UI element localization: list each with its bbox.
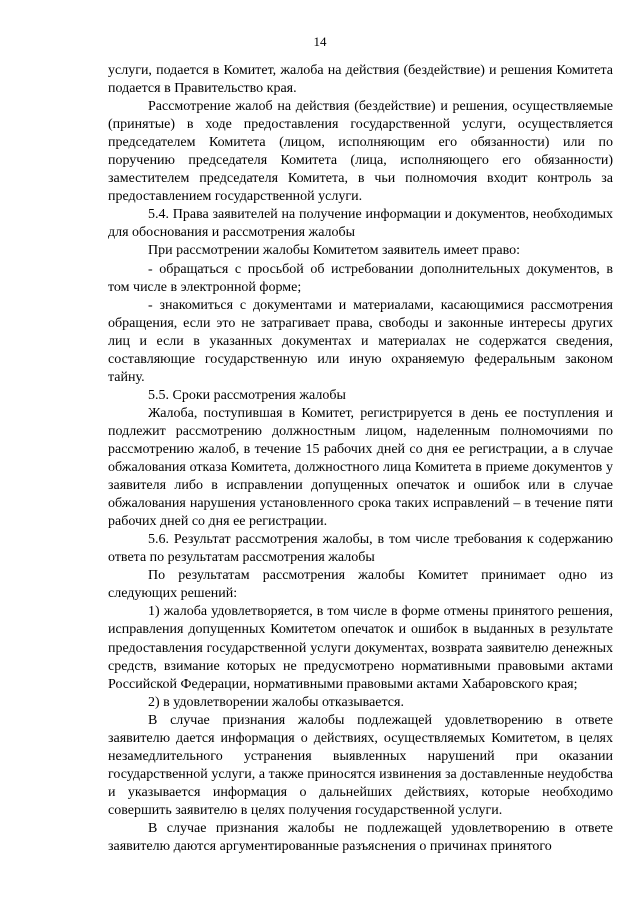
list-item: 2) в удовлетворении жалобы отказывается. <box>148 694 404 710</box>
paragraph: услуги, подается в Комитет, жалоба на действия (бездействие) и решения Комитета подается в Правительство края. <box>108 63 613 97</box>
page-number: 14 <box>313 34 327 49</box>
paragraph: По результатам рассмотрения жалобы Комитет принимает одно из следующих решений: <box>108 568 613 602</box>
document-body <box>108 62 613 856</box>
section-heading: 5.5. Сроки рассмотрения жалобы <box>148 387 346 403</box>
list-item: 1) жалоба удовлетворяется, в том числе в форме отмены принятого решения, исправления допущенных Комитетом опечаток и ошибок в выданных в результате предоставления государственной услуги документах, возврата заявителю денежных средств, взимание которых не предусмотрено нормативными правовыми актами Российской Федерации, нормативными правовыми актами Хабаровского края; <box>108 604 613 692</box>
section-heading: 5.4. Права заявителей на получение информации и документов, необходимых для обоснования и рассмотрения жалобы <box>108 207 613 241</box>
section-heading: 5.6. Результат рассмотрения жалобы, в том числе требования к содержанию ответа по результатам рассмотрения жалобы <box>108 532 613 566</box>
list-item: - знакомиться с документами и материалами, касающимися рассмотрения обращения, если это не затрагивает права, свободы и законные интересы других лиц и если в указанных документах и материалах не содержатся сведения, составляющие государственную или иную охраняемую федеральным законом тайну. <box>108 297 613 385</box>
list-item: - обращаться с просьбой об истребовании дополнительных документов, в том числе в электронной форме; <box>108 261 613 295</box>
paragraph: В случае признания жалобы подлежащей удовлетворению в ответе заявителю дается информация о действиях, осуществляемых Комитетом, в целях незамедлительного устранения выявленных нарушений при оказании государственной услуги, а также приносятся извинения за доставленные неудобства и указывается информация о дальнейших действиях, которые необходимо совершить заявителю в целях получения государственной услуги. <box>108 712 613 818</box>
paragraph: При рассмотрении жалобы Комитетом заявитель имеет право: <box>148 243 521 259</box>
paragraph: В случае признания жалобы не подлежащей удовлетворению в ответе заявителю даются аргументированные разъяснения о причинах принятого <box>108 820 613 855</box>
paragraph: Жалоба, поступившая в Комитет, регистрируется в день ее поступления и подлежит рассмотрению должностным лицом, наделенным полномочиями по рассмотрению жалоб, в течение 15 рабочих дней со дня ее регистрации, а в случае обжалования отказа Комитета, должностного лица Комитета в приеме документов у заявителя либо в исправлении допущенных опечаток и ошибок или в случае обжалования нарушения установленного срока таких исправлений – в течение пяти рабочих дней со дня ее регистрации. <box>108 405 613 530</box>
paragraph: Рассмотрение жалоб на действия (бездействие) и решения, осуществляемые (принятые) в ходе предоставления государственной услуги, осуществляется председателем Комитета (лицом, исполняющим его обязанности) или по поручению председателя Комитета (лица, исполняющего его обязанности) заместителем председателя Комитета, в чьи полномочия входит контроль за предоставлением государственной услуги. <box>108 99 613 205</box>
